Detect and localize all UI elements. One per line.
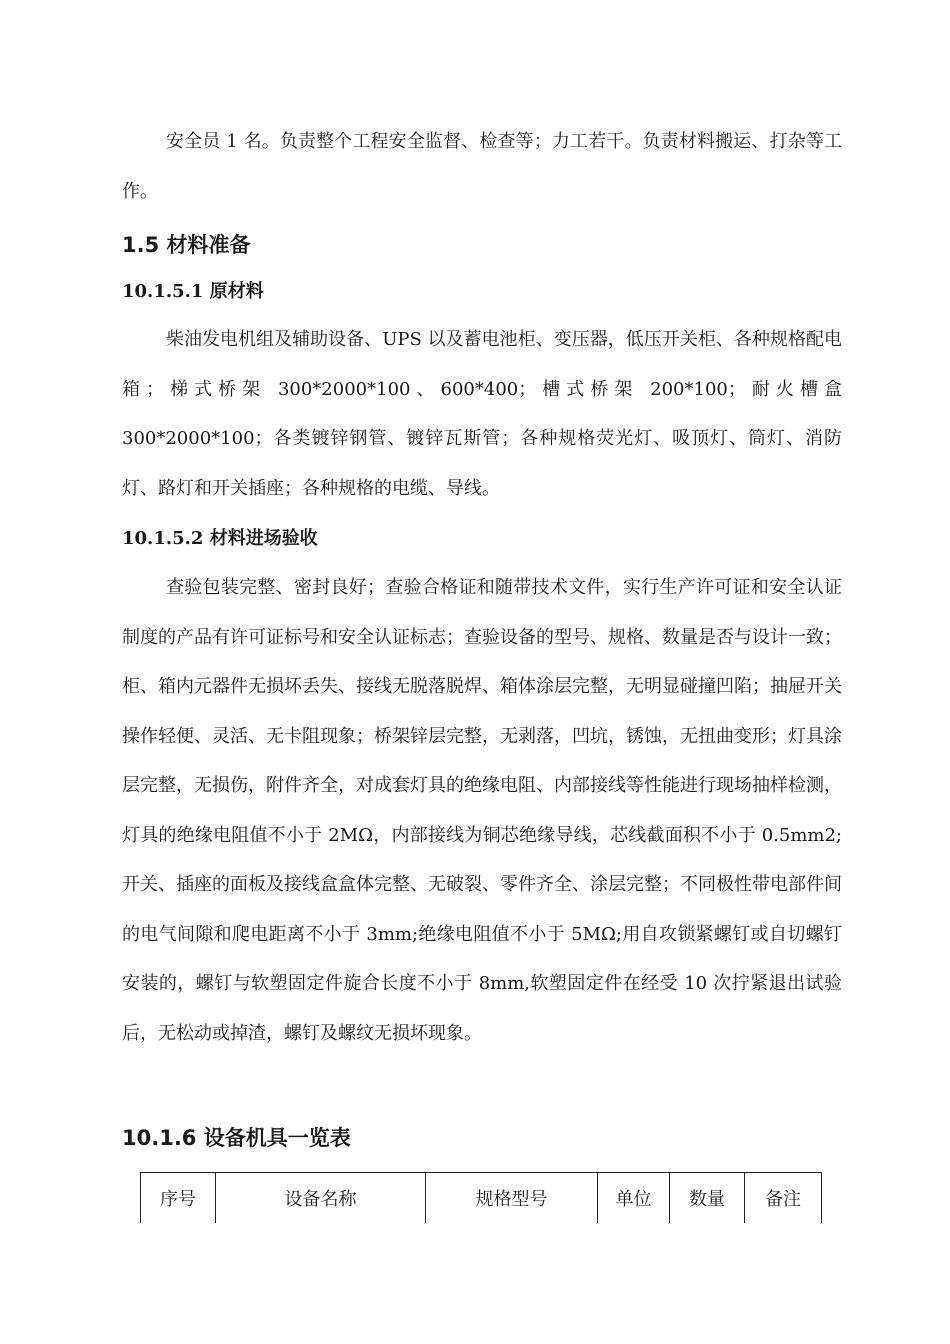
- column-header-quantity: 数量: [670, 1173, 745, 1224]
- column-header-spec-model: 规格型号: [426, 1173, 598, 1224]
- table-header-row: [141, 1173, 822, 1224]
- paragraph-material-acceptance: 查验包装完整、密封良好；查验合格证和随带技术文件，实行生产许可证和安全认证制度的产品有许可证标号和安全认证标志；查验设备的型号、规格、数量是否与设计一致；柜、箱内元器件无损坏丢失、接线无脱落脱焊、箱体涂层完整，无明显碰撞凹陷；抽屉开关操作轻便、灵活、无卡阻现象；桥架锌层完整，无剥落，凹坑，锈蚀，无扭曲变形；灯具涂层完整，无损伤，附件齐全，对成套灯具的绝缘电阻、内部接线等性能进行现场抽样检测，灯具的绝缘电阻值不小于 2MΩ，内部接线为铜芯绝缘导线，芯线截面积不小于 0.5mm2;开关、插座的面板及接线盒盒体完整、无破裂、零件齐全、涂层完整；不同极性带电部件间的电气间隙和爬电距离不小于 3mm;绝缘电阻值不小于 5MΩ;用自攻锁紧螺钉或自切螺钉安装的，螺钉与软塑固定件旋合长度不小于 8mm,软塑固定件在经受 10 次拧紧退出试验后，无松动或掉渣，螺钉及螺纹无损坏现象。: [122, 577, 842, 1044]
- paragraph-raw-materials: 柴油发电机组及辅助设备、UPS 以及蓄电池柜、变压器，低压开关柜、各种规格配电箱；梯式桥架 300*2000*100、600*400；槽式桥架 200*100；耐火槽盒 300*2000*100；各类镀锌钢管、镀锌瓦斯管；各种规格荧光灯、吸顶灯、筒灯、消防灯、路灯和开关插座；各种规格的电缆、导线。: [122, 329, 842, 499]
- section-heading-equipment-list: 10.1.6 设备机具一览表: [122, 1126, 351, 1150]
- section-heading-1-5: 1.5 材料准备: [122, 233, 251, 257]
- column-header-equipment-name: 设备名称: [216, 1173, 426, 1224]
- column-header-remarks: 备注: [745, 1173, 822, 1224]
- subsection-heading-material-acceptance: 10.1.5.2 材料进场验收: [122, 528, 318, 549]
- paragraph-staffing: 安全员 1 名。负责整个工程安全监督、检查等；力工若干。负责材料搬运、打杂等工作。: [122, 131, 842, 202]
- column-header-index: 序号: [141, 1173, 216, 1224]
- subsection-heading-raw-materials: 10.1.5.1 原材料: [122, 281, 264, 302]
- equipment-table: [140, 1172, 822, 1223]
- column-header-unit: 单位: [598, 1173, 670, 1224]
